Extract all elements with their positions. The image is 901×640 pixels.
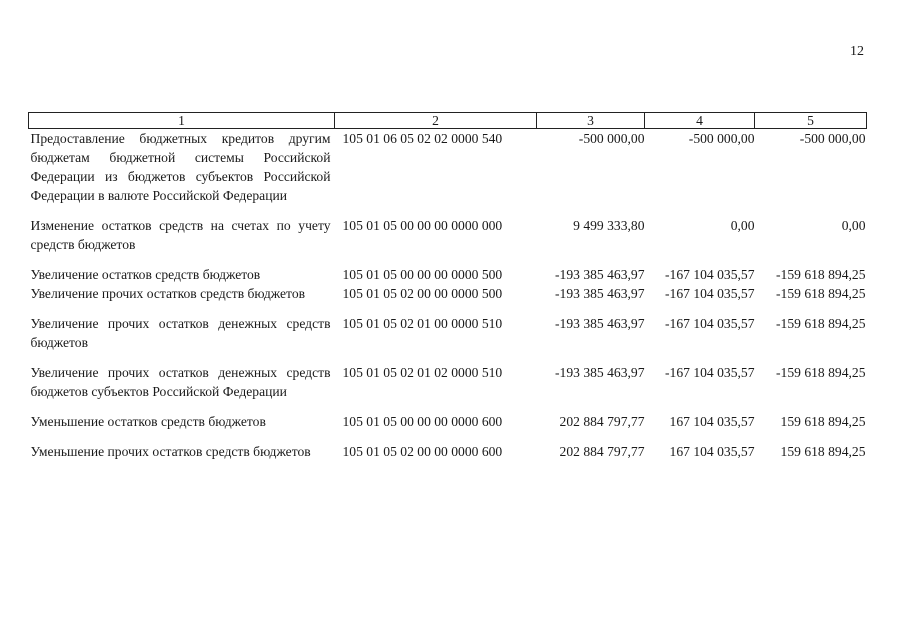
- table-row: [29, 265, 867, 284]
- row-value-4: 167 104 035,57: [669, 444, 755, 459]
- row-value-4: -500 000,00: [688, 131, 755, 146]
- row-value-4: 167 104 035,57: [669, 414, 755, 429]
- row-code: 105 01 05 02 00 00 0000 500: [342, 286, 503, 301]
- row-value-4: -167 104 035,57: [665, 267, 755, 282]
- spacer-cell: [29, 254, 867, 265]
- row-code: 105 01 05 00 00 00 0000 000: [342, 218, 503, 233]
- row-name: Увеличение прочих остатков средств бюджетов: [30, 286, 306, 301]
- spacer-cell: [29, 401, 867, 412]
- row-value-5: 159 618 894,25: [780, 444, 866, 459]
- table-row: [29, 129, 867, 206]
- row-code: 105 01 05 02 01 02 0000 510: [342, 365, 503, 380]
- header-row: [29, 113, 867, 129]
- row-name: Предоставление бюджетных кредитов другим бюджетам бюджетной системы Российской Федерации из бюджетов субъектов Российской Федерации в валюте Российской Федерации: [30, 131, 331, 203]
- row-value-4: 0,00: [730, 218, 755, 233]
- row-value-3: -500 000,00: [578, 131, 645, 146]
- row-value-5: -159 618 894,25: [776, 316, 866, 331]
- row-value-5: -159 618 894,25: [776, 267, 866, 282]
- row-spacer: [29, 352, 867, 363]
- row-value-5: -500 000,00: [799, 131, 866, 146]
- table-row: [29, 216, 867, 254]
- row-name: Увеличение прочих остатков денежных средств бюджетов субъектов Российской Федерации: [30, 365, 331, 399]
- row-code: 105 01 05 02 01 00 0000 510: [342, 316, 503, 331]
- row-value-5: -159 618 894,25: [776, 286, 866, 301]
- row-name: Изменение остатков средств на счетах по учету средств бюджетов: [30, 218, 331, 252]
- row-name: Уменьшение прочих остатков средств бюджетов: [30, 444, 311, 459]
- row-spacer: [29, 254, 867, 265]
- page-number: 12: [850, 44, 864, 59]
- header-col-1: 1: [29, 113, 335, 129]
- budget-sources-table: [28, 112, 867, 461]
- row-value-3: -193 385 463,97: [555, 286, 645, 301]
- row-value-3: 202 884 797,77: [559, 444, 645, 459]
- table-row: [29, 442, 867, 461]
- row-value-3: -193 385 463,97: [555, 365, 645, 380]
- row-code: 105 01 05 02 00 00 0000 600: [342, 444, 503, 459]
- row-value-5: 159 618 894,25: [780, 414, 866, 429]
- row-spacer: [29, 205, 867, 216]
- row-value-4: -167 104 035,57: [665, 316, 755, 331]
- row-value-5: -159 618 894,25: [776, 365, 866, 380]
- row-value-4: -167 104 035,57: [665, 365, 755, 380]
- row-value-3: 202 884 797,77: [559, 414, 645, 429]
- row-value-3: 9 499 333,80: [573, 218, 645, 233]
- table-header: [29, 113, 867, 129]
- row-value-3: -193 385 463,97: [555, 316, 645, 331]
- row-name: Увеличение остатков средств бюджетов: [30, 267, 261, 282]
- header-col-2: 2: [335, 113, 537, 129]
- spacer-cell: [29, 205, 867, 216]
- table-row: [29, 412, 867, 431]
- header-col-4: 4: [645, 113, 755, 129]
- table-body: [29, 129, 867, 462]
- row-name: Увеличение прочих остатков денежных средств бюджетов: [30, 316, 331, 350]
- row-value-5: 0,00: [841, 218, 866, 233]
- row-code: 105 01 05 00 00 00 0000 600: [342, 414, 503, 429]
- table-row: [29, 363, 867, 401]
- row-spacer: [29, 303, 867, 314]
- header-col-3: 3: [537, 113, 645, 129]
- table-row: [29, 314, 867, 352]
- row-spacer: [29, 431, 867, 442]
- header-col-5: 5: [755, 113, 867, 129]
- spacer-cell: [29, 431, 867, 442]
- row-name: Уменьшение остатков средств бюджетов: [30, 414, 266, 429]
- spacer-cell: [29, 303, 867, 314]
- row-code: 105 01 05 00 00 00 0000 500: [342, 267, 503, 282]
- row-value-3: -193 385 463,97: [555, 267, 645, 282]
- table-row: [29, 284, 867, 303]
- row-spacer: [29, 401, 867, 412]
- row-code: 105 01 06 05 02 02 0000 540: [342, 131, 503, 146]
- spacer-cell: [29, 352, 867, 363]
- row-value-4: -167 104 035,57: [665, 286, 755, 301]
